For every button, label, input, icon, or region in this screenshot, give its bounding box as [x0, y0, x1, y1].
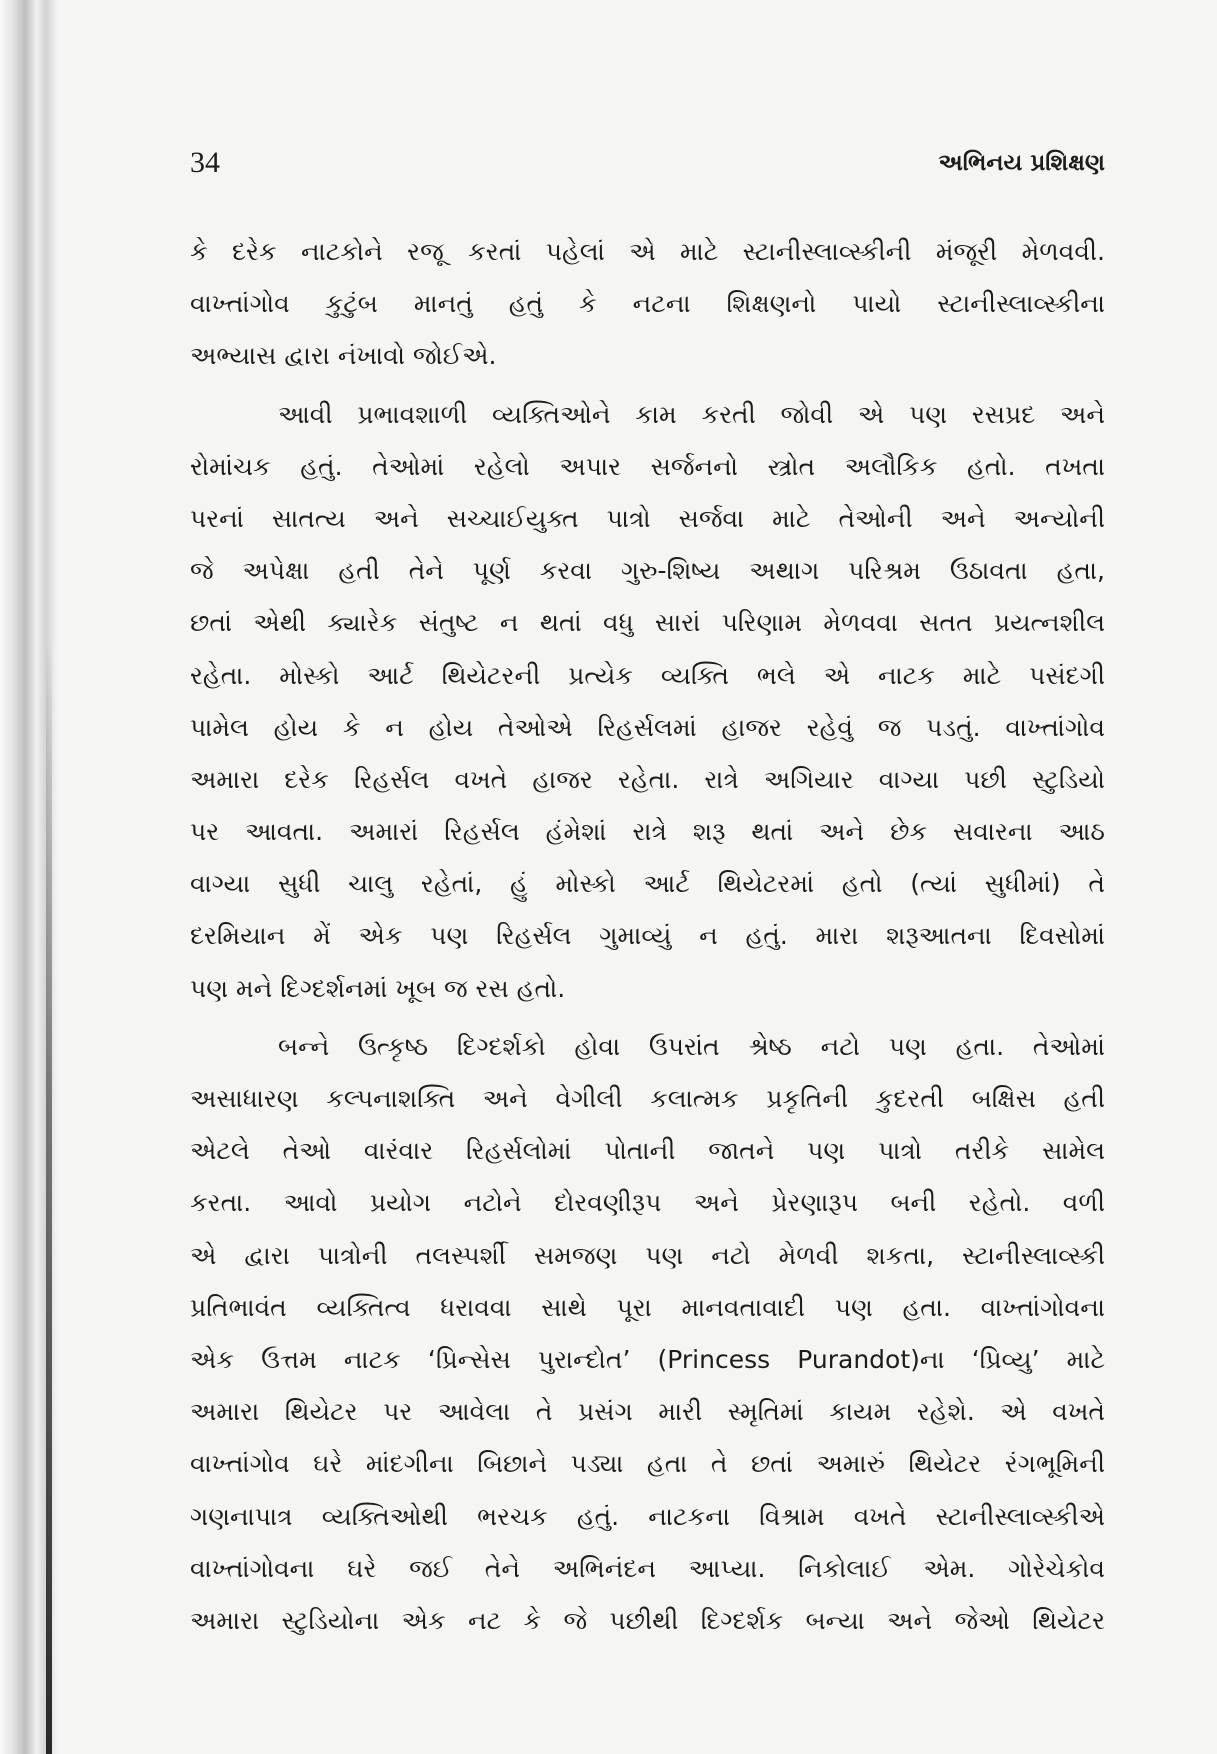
- text-line: પામેલ હોય કે ન હોય તેઓએ રિહર્સલમાં હાજર રહેવું જ પડતું. વાખ્તાંગોવ: [190, 712, 1105, 742]
- text-line: પરનાં સાતત્ય અને સચ્ચાઈયુક્ત પાત્રો સર્જવા માટે તેઓની અને અન્યોની: [190, 503, 1105, 533]
- paragraph: [190, 226, 1105, 383]
- text-line: અસાધારણ કલ્પનાશક્તિ અને વેગીલી કલાત્મક પ્રકૃતિની કુદરતી બક્ષિસ હતી: [190, 1084, 1105, 1113]
- text-line: કે દરેક નાટકોને રજૂ કરતાં પહેલાં એ માટે સ્ટાનીસ્લાવ્સ્કીની મંજૂરી મેળવવી.: [190, 237, 1105, 266]
- text-line: એક ઉત્તમ નાટક ‘પ્રિન્સેસ પુરાન્દોત’ (Princess Purandot)ના ‘પ્રિવ્યુ’ માટે: [190, 1344, 1105, 1374]
- binding-shadow: [46, 640, 52, 1754]
- text-line: એ દ્વારા પાત્રોની તલસ્પર્શી સમજણ પણ નટો મેળવી શકતા, સ્ટાનીસ્લાવ્સ્કી: [190, 1240, 1105, 1270]
- paragraph: [190, 1021, 1105, 1647]
- body-text: [190, 226, 1105, 1653]
- text-line: વાખ્તાંગોવના ઘરે જઈ તેને અભિનંદન આપ્યા. નિકોલાઈ એમ. ગોરેચેકોવ: [190, 1553, 1105, 1583]
- book-binding-edge: [0, 0, 70, 1754]
- text-line: કરતા. આવો પ્રયોગ નટોને દોરવણીરૂપ અને પ્રેરણારૂપ બની રહેતો. વળી: [190, 1188, 1105, 1218]
- text-line: અમારા દરેક રિહર્સલ વખતે હાજર રહેતા. રાત્રે અગિયાર વાગ્યા પછી સ્ટુડિયો: [190, 764, 1105, 794]
- text-line: દરમિયાન મેં એક પણ રિહર્સલ ગુમાવ્યું ન હતું. મારા શરૂઆતના દિવસોમાં: [190, 921, 1105, 951]
- text-line: રહેતા. મોસ્કો આર્ટ થિયેટરની પ્રત્યેક વ્યક્તિ ભલે એ નાટક માટે પસંદગી: [190, 660, 1105, 690]
- text-line: બન્ને ઉત્કૃષ્ઠ દિગ્દર્શકો હોવા ઉપરાંત શ્રેષ્ઠ નટો પણ હતા. તેઓમાં: [278, 1031, 1105, 1061]
- page-number: 34: [190, 146, 220, 179]
- text-line: વાખ્તાંગોવ કુટુંબ માનતું હતું કે નટના શિક્ષણનો પાયો સ્ટાનીસ્લાવ્સ્કીના: [190, 289, 1105, 319]
- text-line: પ્રતિભાવંત વ્યક્તિત્વ ધરાવવા સાથે પૂરા માનવતાવાદી પણ હતા. વાખ્તાંગોવના: [190, 1292, 1105, 1322]
- text-line: ગણનાપાત્ર વ્યક્તિઓથી ભરચક હતું. નાટકના વિશ્રામ વખતે સ્ટાનીસ્લાવ્સ્કીએ: [190, 1501, 1105, 1531]
- text-line: વાખ્તાંગોવ ઘરે માંદગીના બિછાને પડ્યા હતા તે છતાં અમારું થિયેટર રંગભૂમિની: [190, 1449, 1105, 1479]
- text-line: છતાં એથી ક્યારેક સંતુષ્ટ ન થતાં વધુ સારાં પરિણામ મેળવવા સતત પ્રયત્નશીલ: [190, 608, 1105, 638]
- text-line: અભ્યાસ દ્વારા નંખાવો જોઈએ.: [190, 341, 497, 371]
- paragraph: [190, 389, 1105, 1015]
- text-line: રોમાંચક હતું. તેઓમાં રહેલો અપાર સર્જનનો સ્ત્રોત અલૌકિક હતો. તખતા: [190, 451, 1105, 481]
- text-line: આવી પ્રભાવશાળી વ્યક્તિઓને કામ કરતી જોવી એ પણ રસપ્રદ અને: [278, 399, 1105, 429]
- text-line: પર આવતા. અમારાં રિહર્સલ હંમેશાં રાત્રે શરૂ થતાં અને છેક સવારના આઠ: [190, 817, 1105, 847]
- text-line: પણ મને દિગ્દર્શનમાં ખૂબ જ રસ હતો.: [190, 973, 566, 1003]
- page-header: [190, 146, 1105, 186]
- text-line: વાગ્યા સુધી ચાલુ રહેતાં, હું મોસ્કો આર્ટ થિયેટરમાં હતો (ત્યાં સુધીમાં) તે: [190, 869, 1105, 899]
- text-line: એટલે તેઓ વારંવાર રિહર્સલોમાં પોતાની જાતને પણ પાત્રો તરીકે સામેલ: [190, 1136, 1105, 1166]
- text-line: અમારા થિયેટર પર આવેલા તે પ્રસંગ મારી સ્મૃતિમાં કાયમ રહેશે. એ વખતે: [190, 1397, 1105, 1427]
- text-line: અમારા સ્ટુડિયોના એક નટ કે જે પછીથી દિગ્દર્શક બન્યા અને જેઓ થિયેટર: [190, 1605, 1105, 1635]
- running-title: અભિનય પ્રશિક્ષણ: [938, 150, 1105, 176]
- text-line: જે અપેક્ષા હતી તેને પૂર્ણ કરવા ગુરુ-શિષ્ય અથાગ પરિશ્રમ ઉઠાવતા હતા,: [190, 556, 1105, 586]
